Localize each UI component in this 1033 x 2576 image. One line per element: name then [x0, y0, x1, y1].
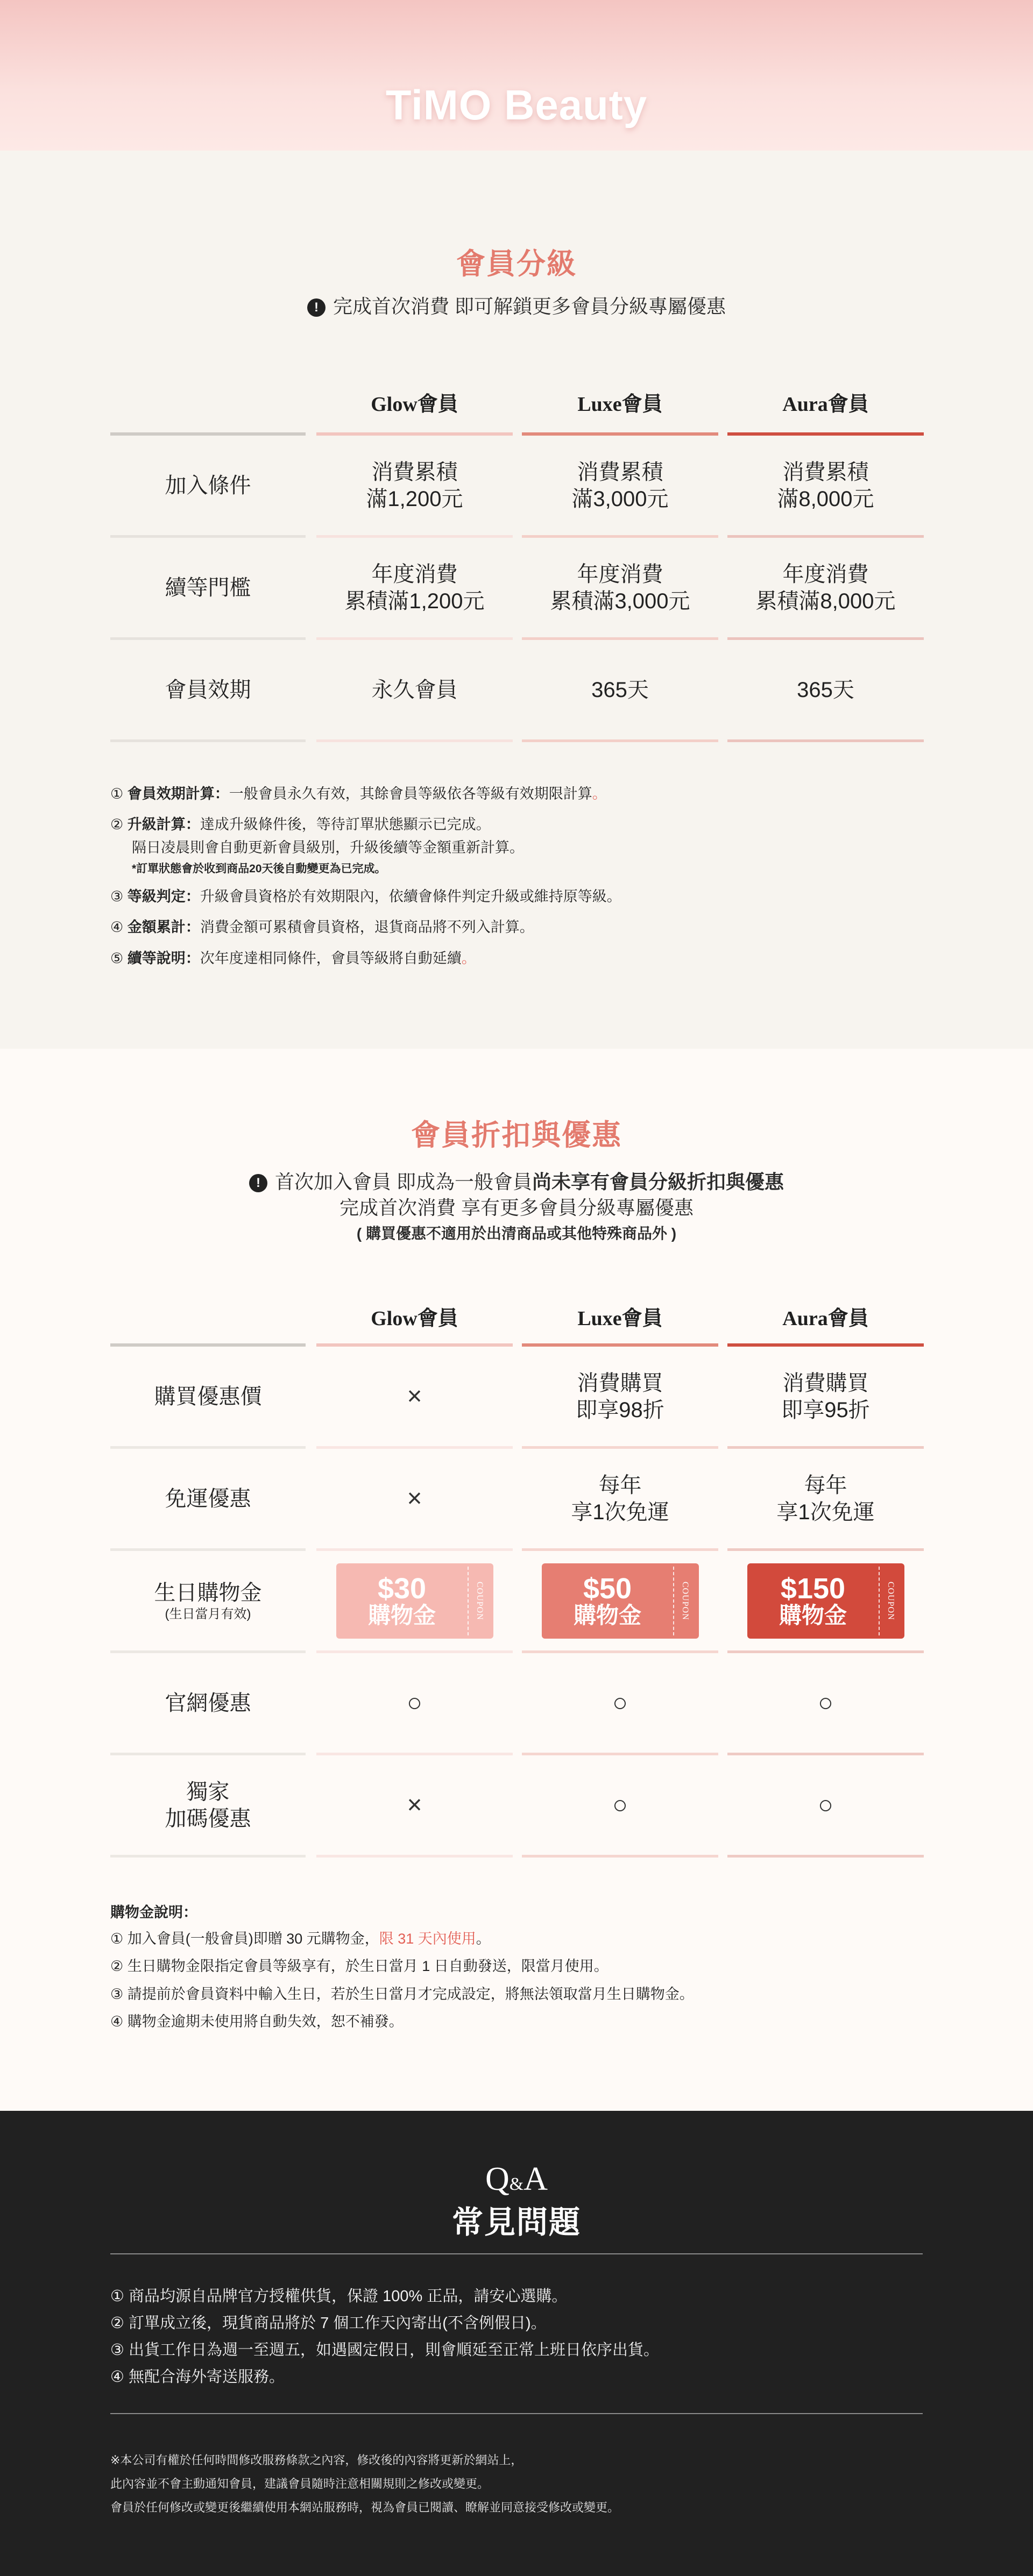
- tier-title: 會員分級: [456, 248, 577, 280]
- cross-mark: ×: [407, 1484, 422, 1513]
- note-item: ① 加入會員(一般會員)即贈 30 元購物金，限 31 天內使用。: [110, 1931, 491, 1947]
- col-head-luxe: Luxe會員: [577, 1307, 663, 1330]
- alert-icon: !: [249, 1174, 267, 1192]
- note-item: ③ 等級判定：升級會員資格於有效期限內，依續會條件判定升級或維持原等級。: [110, 888, 621, 905]
- divider: [110, 2413, 923, 2414]
- note-item: ⑤ 續等說明：次年度達相同條件，會員等級將自動延續。: [110, 950, 476, 966]
- circle-mark: ○: [612, 1688, 628, 1717]
- divider: [522, 1548, 718, 1551]
- qa-item: ② 訂單成立後，現貨商品將於 7 個工作天內寄出(不含例假日)。: [110, 2315, 547, 2332]
- qa-section: [0, 2111, 1033, 2576]
- qa-item: ④ 無配合海外寄送服務。: [110, 2368, 285, 2386]
- note-item: ③ 請提前於會員資料中輸入生日，若於生日當月才完成設定，將無法領取當月生日購物金。: [110, 1986, 694, 2002]
- benefit-line2: 完成首次消費 享有更多會員分級專屬優惠: [339, 1197, 694, 1219]
- cell-validity-aura: 365天: [797, 678, 854, 702]
- divider: [522, 1855, 718, 1858]
- coupon-aura: $150 購物金 COUPON: [747, 1563, 904, 1639]
- col-head-glow: Glow會員: [371, 393, 458, 416]
- divider: [110, 2253, 923, 2254]
- col-head-glow: Glow會員: [371, 1307, 458, 1330]
- divider: [727, 1548, 924, 1551]
- cell-renew-glow: 年度消費 累積滿1,200元: [344, 562, 485, 613]
- cell-shipping-luxe: 每年 享1次免運: [571, 1473, 669, 1524]
- qa-title: 常見問題: [451, 2205, 581, 2240]
- row-label-exclusive: 獨家 加碼優惠: [165, 1780, 251, 1831]
- cell-join-glow: 消費累積 滿1,200元: [366, 460, 463, 511]
- cross-mark: ×: [407, 1382, 422, 1411]
- divider: [316, 739, 513, 742]
- cell-join-aura: 消費累積 滿8,000元: [777, 460, 874, 511]
- tier-subtitle: ! 完成首次消費 即可解鎖更多會員分級專屬優惠: [0, 291, 1033, 319]
- terms-footnote: ※本公司有權於任何時間修改服務條款之內容，修改後的內容將更新於網站上， 此內容並不會主動通知會員，建議會員隨時注意相關規則之修改或變更。 會員於任何修改或變更後繼續使用本網站服務時，視為會員已閱讀、瞭解並同意接受修改或變更。: [110, 2453, 620, 2514]
- note-item: ② 生日購物金限指定會員等級享有，於生日當月 1 日自動發送，限當月使用。: [110, 1958, 609, 1975]
- notes-title: 購物金說明：: [110, 1904, 197, 1920]
- divider: [110, 739, 306, 742]
- credit-notes: [110, 1901, 694, 2038]
- note-item: ④ 金額累計：消費金額可累積會員資格，退貨商品將不列入計算。: [110, 919, 534, 936]
- coupon-luxe: $50 購物金 COUPON: [542, 1563, 699, 1639]
- qa-item: ③ 出貨工作日為週一至週五，如遇國定假日，則會順延至正常上班日依序出貨。: [110, 2342, 660, 2359]
- benefit-line1: ! 首次加入會員 即成為一般會員尚未享有會員分級折扣與優惠: [0, 1167, 1033, 1194]
- cross-mark: ×: [407, 1790, 422, 1819]
- circle-mark: ○: [818, 1790, 833, 1819]
- divider: [316, 1855, 513, 1858]
- cell-validity-glow: 永久會員: [371, 678, 458, 702]
- row-label-birthday: 生日購物金 (生日當月有效): [154, 1581, 262, 1621]
- benefit-line3: ( 購買優惠不適用於出清商品或其他特殊商品外 ): [356, 1225, 677, 1242]
- benefit-title: 會員折扣與優惠: [411, 1119, 622, 1151]
- col-head-aura: Aura會員: [782, 1307, 869, 1330]
- cell-price-aura: 消費購買 即享95折: [781, 1371, 870, 1422]
- row-label-price: 購買優惠價: [154, 1384, 262, 1408]
- brand-logo: TiMO Beauty: [385, 81, 648, 129]
- circle-mark: ○: [818, 1688, 833, 1717]
- row-label-renew: 續等門檻: [165, 575, 251, 600]
- cell-shipping-aura: 每年 享1次免運: [776, 1473, 875, 1524]
- divider: [316, 1548, 513, 1551]
- cell-renew-luxe: 年度消費 累積滿3,000元: [550, 562, 690, 613]
- benefit-section: [0, 1049, 1033, 2111]
- cell-renew-aura: 年度消費 累積滿8,000元: [755, 562, 896, 613]
- row-label-validity: 會員效期: [165, 678, 251, 702]
- cell-price-luxe: 消費購買 即享98折: [576, 1371, 664, 1422]
- divider: [110, 1855, 306, 1858]
- cell-join-luxe: 消費累積 滿3,000元: [571, 460, 669, 511]
- divider: [522, 739, 718, 742]
- circle-mark: ○: [407, 1688, 422, 1717]
- circle-mark: ○: [612, 1790, 628, 1819]
- col-head-aura: Aura會員: [782, 393, 869, 416]
- divider: [727, 739, 924, 742]
- col-head-luxe: Luxe會員: [577, 393, 663, 416]
- note-item: ② 升級計算：達成升級條件後，等待訂單狀態顯示已完成。 隔日凌晨則會自動更新會員級別，升級後續等金額重新計算。 *訂單狀態會於收到商品20天後自動變更為已完成。: [110, 816, 524, 875]
- note-item: ① 會員效期計算：一般會員永久有效，其餘會員等級依各等級有效期限計算。: [110, 786, 607, 802]
- tier-notes: [110, 782, 621, 978]
- qa-item: ① 商品均源自品牌官方授權供貨，保證 100% 正品，請安心選購。: [110, 2288, 568, 2305]
- row-label-join: 加入條件: [165, 473, 251, 497]
- tier-section: [0, 151, 1033, 1049]
- alert-icon: !: [307, 298, 326, 317]
- qa-list: [110, 2283, 659, 2390]
- cell-validity-luxe: 365天: [591, 678, 649, 702]
- coupon-glow: $30 購物金 COUPON: [336, 1563, 493, 1639]
- row-label-shipping: 免運優惠: [165, 1486, 251, 1511]
- hero-banner: [0, 0, 1033, 151]
- qa-heading-en: Q&A: [485, 2161, 548, 2197]
- row-label-site: 官網優惠: [165, 1691, 251, 1715]
- divider: [727, 1855, 924, 1858]
- note-item: ④ 購物金逾期未使用將自動失效，恕不補發。: [110, 2013, 404, 2030]
